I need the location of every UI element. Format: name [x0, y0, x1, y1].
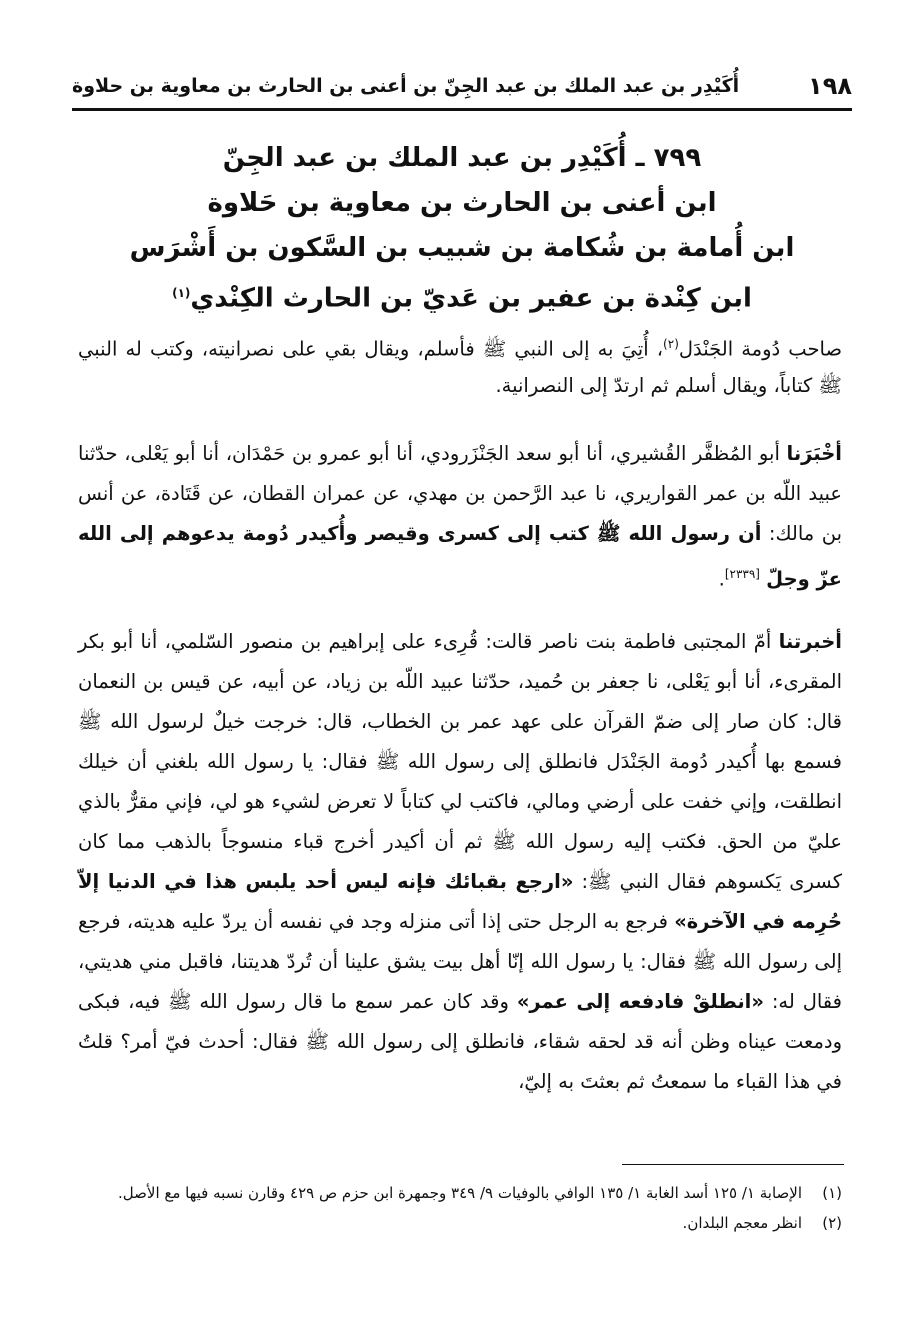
entry-heading: [120, 136, 804, 322]
isnad-text: أبو المُظفَّر القُشيري، أنا أبو سعد الجَنْزَرودي، أنا أبو عمرو بن حَمْدَان، أنا أبو يَعْلى، حدّثنا عبيد اللّه بن عمر القواريري، نا عبد الرَّحمن بن مهدي، عن عمران القطان، عن قَتَادة، عن أنس بن مالك:: [78, 442, 842, 545]
hadith-quote: «ارجع بقبائك فإنه ليس أحد يلبس هذا في الدنيا إلاّ حُرِمه في الآخرة»: [78, 870, 842, 933]
heading-line: ابن أُمامة بن شُكامة بن شبيب بن السَّكون بن أَشْرَس: [129, 233, 795, 263]
paragraph-intro: [78, 326, 842, 404]
hadith-quote: «انطلقْ فادفعه إلى عمر»: [516, 990, 764, 1013]
sentence-end: .: [718, 567, 725, 591]
isnad-lead: أخبرتنا: [778, 630, 842, 653]
paragraph-hadith-2: [78, 622, 842, 1102]
narration-text: وقد كان عمر سمع ما قال رسول الله ﷺ فيه، فبكى ودمعت عيناه وظن أنه قد لحقه شقاء، فانطلق إلى رسول الله ﷺ فقال: أحدث فيّ أمر؟ قلتُ في هذا القباء ما سمعتُ ثم بعثتَ به إليّ،: [78, 990, 842, 1093]
footnote: [78, 1210, 842, 1237]
footnote-marker: (٢): [663, 337, 679, 351]
footnote: [78, 1180, 842, 1207]
heading-line: ابن أعنى بن الحارث بن معاوية بن حَلاوة: [207, 188, 717, 218]
footnote-text: الإصابة ١/ ١٢٥ أسد الغابة ١/ ١٣٥ الوافي بالوفيات ٩/ ٣٤٩ وجمهرة ابن حزم ص ٤٢٩ وقارن نسبه فيها مع الأصل.: [118, 1184, 802, 1202]
footnotes: [78, 1180, 842, 1240]
intro-text-a: صاحب دُومة الجَنْدَل: [678, 337, 842, 361]
hadith-quote: أن رسول الله ﷺ كتب إلى كسرى وقيصر وأُكيدر دُومة يدعوهم إلى الله عزّ وجلّ: [78, 522, 842, 591]
header-rule: [72, 108, 852, 111]
heading-line: [120, 271, 804, 322]
paragraph-hadith-1: [78, 434, 842, 600]
footnote-number: (٢): [822, 1214, 842, 1232]
narration-text: فرجع به الرجل حتى إذا أتى منزله وجد في نفسه أن يردّ عليه هديته، فرجع إلى رسول الله ﷺ فقال: يا رسول الله إنّا أهل بيت يشق علينا أن تُردّ هديتنا، فاقبل مني هديتي، فقال له:: [78, 910, 842, 1013]
footnote-text: انظر معجم البلدان.: [682, 1214, 802, 1232]
heading-line: ٧٩٩ ـ أُكَيْدِر بن عبد الملك بن عبد الجِنّ: [222, 143, 702, 173]
page-number: ١٩٨: [808, 72, 852, 100]
footnote-number: (١): [822, 1184, 842, 1202]
heading-line-text: ابن كِنْدة بن عفير بن عَديّ بن الحارث الكِنْدي: [190, 283, 752, 314]
footnote-rule: [622, 1164, 844, 1165]
isnad-lead: أخْبَرَنا: [786, 442, 842, 465]
running-title: أُكَيْدِر بن عبد الملك بن عبد الجِنّ بن أعنى بن الحارث بن معاوية بن حلاوة: [72, 75, 740, 97]
reference-number: [٢٣٣٩]: [724, 567, 760, 581]
intro-text-b: ، أُتِيَ به إلى النبي ﷺ فأسلم، ويقال بقي على نصرانيته، وكتب له النبي ﷺ كتاباً، ويقال أسلم ثم ارتدّ إلى النصرانية.: [78, 337, 842, 397]
running-header: [72, 66, 852, 106]
footnote-marker: (١): [172, 286, 191, 300]
narration-text: أمّ المجتبى فاطمة بنت ناصر قالت: قُرِىء على إبراهيم بن منصور السّلمي، أنا أبو بكر المقرىء، أنا أبو يَعْلى، نا جعفر بن حُميد، حدّثنا عبيد اللّه بن زياد، عن أبيه، عن قيس بن النعمان قال: كان صار إلى ضمّ القرآن على عهد عمر بن الخطاب، قال: خرجت خيلٌ لرسول الله ﷺ فسمع بها أُكيدر دُومة الجَنْدَل فانطلق إلى رسول الله ﷺ فقال: يا رسول الله بلغني أن خيلك انطلقت، وإني خفت على أرضي ومالي، فاكتب لي كتاباً لا تعرض لشيء هو لي، فإني مقرٌّ بالذي عليّ من الحق. فكتب إليه رسول الله ﷺ ثم أن أكيدر أخرج قباء منسوجاً بالذهب مما كان كسرى يَكسوهم فقال النبي ﷺ:: [78, 630, 842, 893]
